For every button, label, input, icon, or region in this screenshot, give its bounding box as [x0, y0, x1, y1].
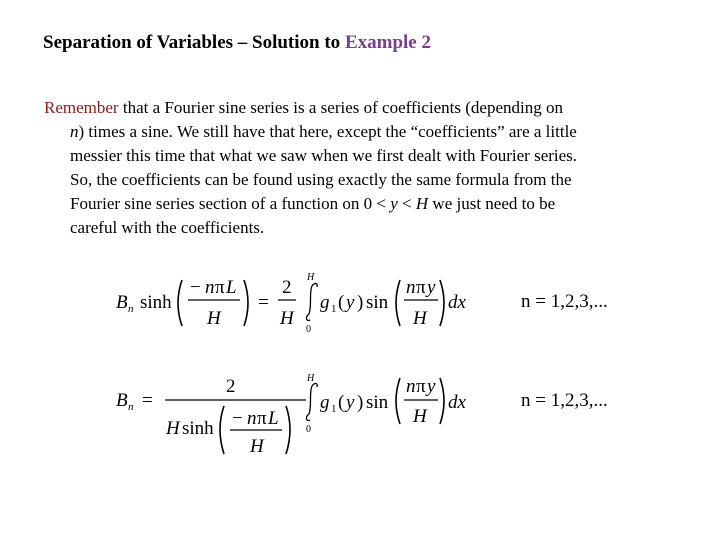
svg-text:L: L: [226, 277, 237, 298]
svg-text:(: (: [338, 392, 345, 413]
svg-text:H: H: [307, 272, 315, 283]
line5-text-b: <: [397, 194, 416, 213]
line1-text: that a Fourier sine series is a series of coefficients (depending on: [118, 98, 563, 117]
svg-text:n: n: [205, 277, 215, 298]
svg-text:sinh: sinh: [140, 292, 172, 313]
svg-text:=: =: [142, 390, 153, 411]
remember-link[interactable]: Remember: [44, 98, 119, 117]
paragraph-line-2: [44, 120, 684, 144]
equation-2-range: n = 1,2,3,...: [521, 390, 608, 411]
svg-text:y: y: [346, 292, 355, 313]
example-link[interactable]: Example 2: [344, 32, 431, 53]
svg-text:n: n: [128, 401, 134, 413]
svg-text:π: π: [416, 376, 426, 397]
line2-text: ) times a sine. We still have that here, except the “coefficients” are a little: [78, 122, 577, 141]
svg-text:π: π: [416, 277, 426, 298]
svg-text:dx: dx: [448, 392, 466, 413]
svg-text:H: H: [250, 436, 264, 457]
svg-text:2: 2: [226, 376, 236, 397]
paragraph-line-6: careful with the coefficients.: [70, 218, 265, 237]
svg-text:(: (: [338, 292, 345, 313]
svg-text:H: H: [280, 308, 294, 329]
svg-text:L: L: [268, 408, 279, 429]
svg-text:y: y: [427, 376, 436, 397]
svg-text:1: 1: [331, 303, 337, 315]
svg-text:n: n: [128, 303, 134, 315]
svg-text:): ): [357, 292, 364, 313]
equation-1: [110, 268, 470, 338]
svg-text:H: H: [207, 308, 221, 329]
slide-title: [43, 32, 431, 54]
svg-text:y: y: [346, 392, 355, 413]
var-y: y: [390, 194, 398, 213]
svg-text:sinh: sinh: [182, 418, 214, 439]
line5-text-a: Fourier sine series section of a function on 0 <: [70, 194, 391, 213]
svg-text:π: π: [257, 408, 267, 429]
svg-text:): ): [357, 392, 364, 413]
svg-text:dx: dx: [448, 292, 466, 313]
title-prefix: Separation of Variables – Solution to: [43, 32, 341, 53]
paragraph-line-3: messier this time that what we saw when we first dealt with Fourier series.: [70, 146, 578, 165]
svg-text:sin: sin: [366, 392, 389, 413]
svg-text:H: H: [413, 308, 427, 329]
explanation-paragraph: [44, 96, 684, 240]
svg-text:B: B: [116, 390, 128, 411]
svg-text:n: n: [406, 376, 416, 397]
svg-text:H: H: [307, 373, 315, 384]
svg-text:g: g: [320, 392, 330, 413]
var-n: n: [70, 122, 79, 141]
svg-text:n: n: [247, 408, 257, 429]
svg-text:H: H: [166, 418, 180, 439]
svg-text:B: B: [116, 292, 128, 313]
svg-text:−: −: [190, 277, 201, 298]
svg-text:2: 2: [282, 277, 292, 298]
equation-2: [110, 370, 470, 462]
equation-1-range: n = 1,2,3,...: [521, 291, 608, 312]
paragraph-line-5: [44, 192, 684, 216]
svg-text:0: 0: [306, 424, 311, 435]
paragraph-line-4: So, the coefficients can be found using exactly the same formula from the: [70, 170, 572, 189]
svg-text:H: H: [413, 406, 427, 427]
svg-text:−: −: [232, 408, 243, 429]
svg-text:g: g: [320, 292, 330, 313]
svg-text:π: π: [215, 277, 225, 298]
svg-text:=: =: [258, 292, 269, 313]
svg-text:n: n: [406, 277, 416, 298]
paragraph-line-1: [44, 96, 684, 120]
svg-text:1: 1: [331, 403, 337, 415]
svg-text:y: y: [427, 277, 436, 298]
var-H: H: [415, 194, 429, 213]
svg-text:0: 0: [306, 324, 311, 335]
line5-text-c: we just need to be: [428, 194, 556, 213]
svg-text:sin: sin: [366, 292, 389, 313]
